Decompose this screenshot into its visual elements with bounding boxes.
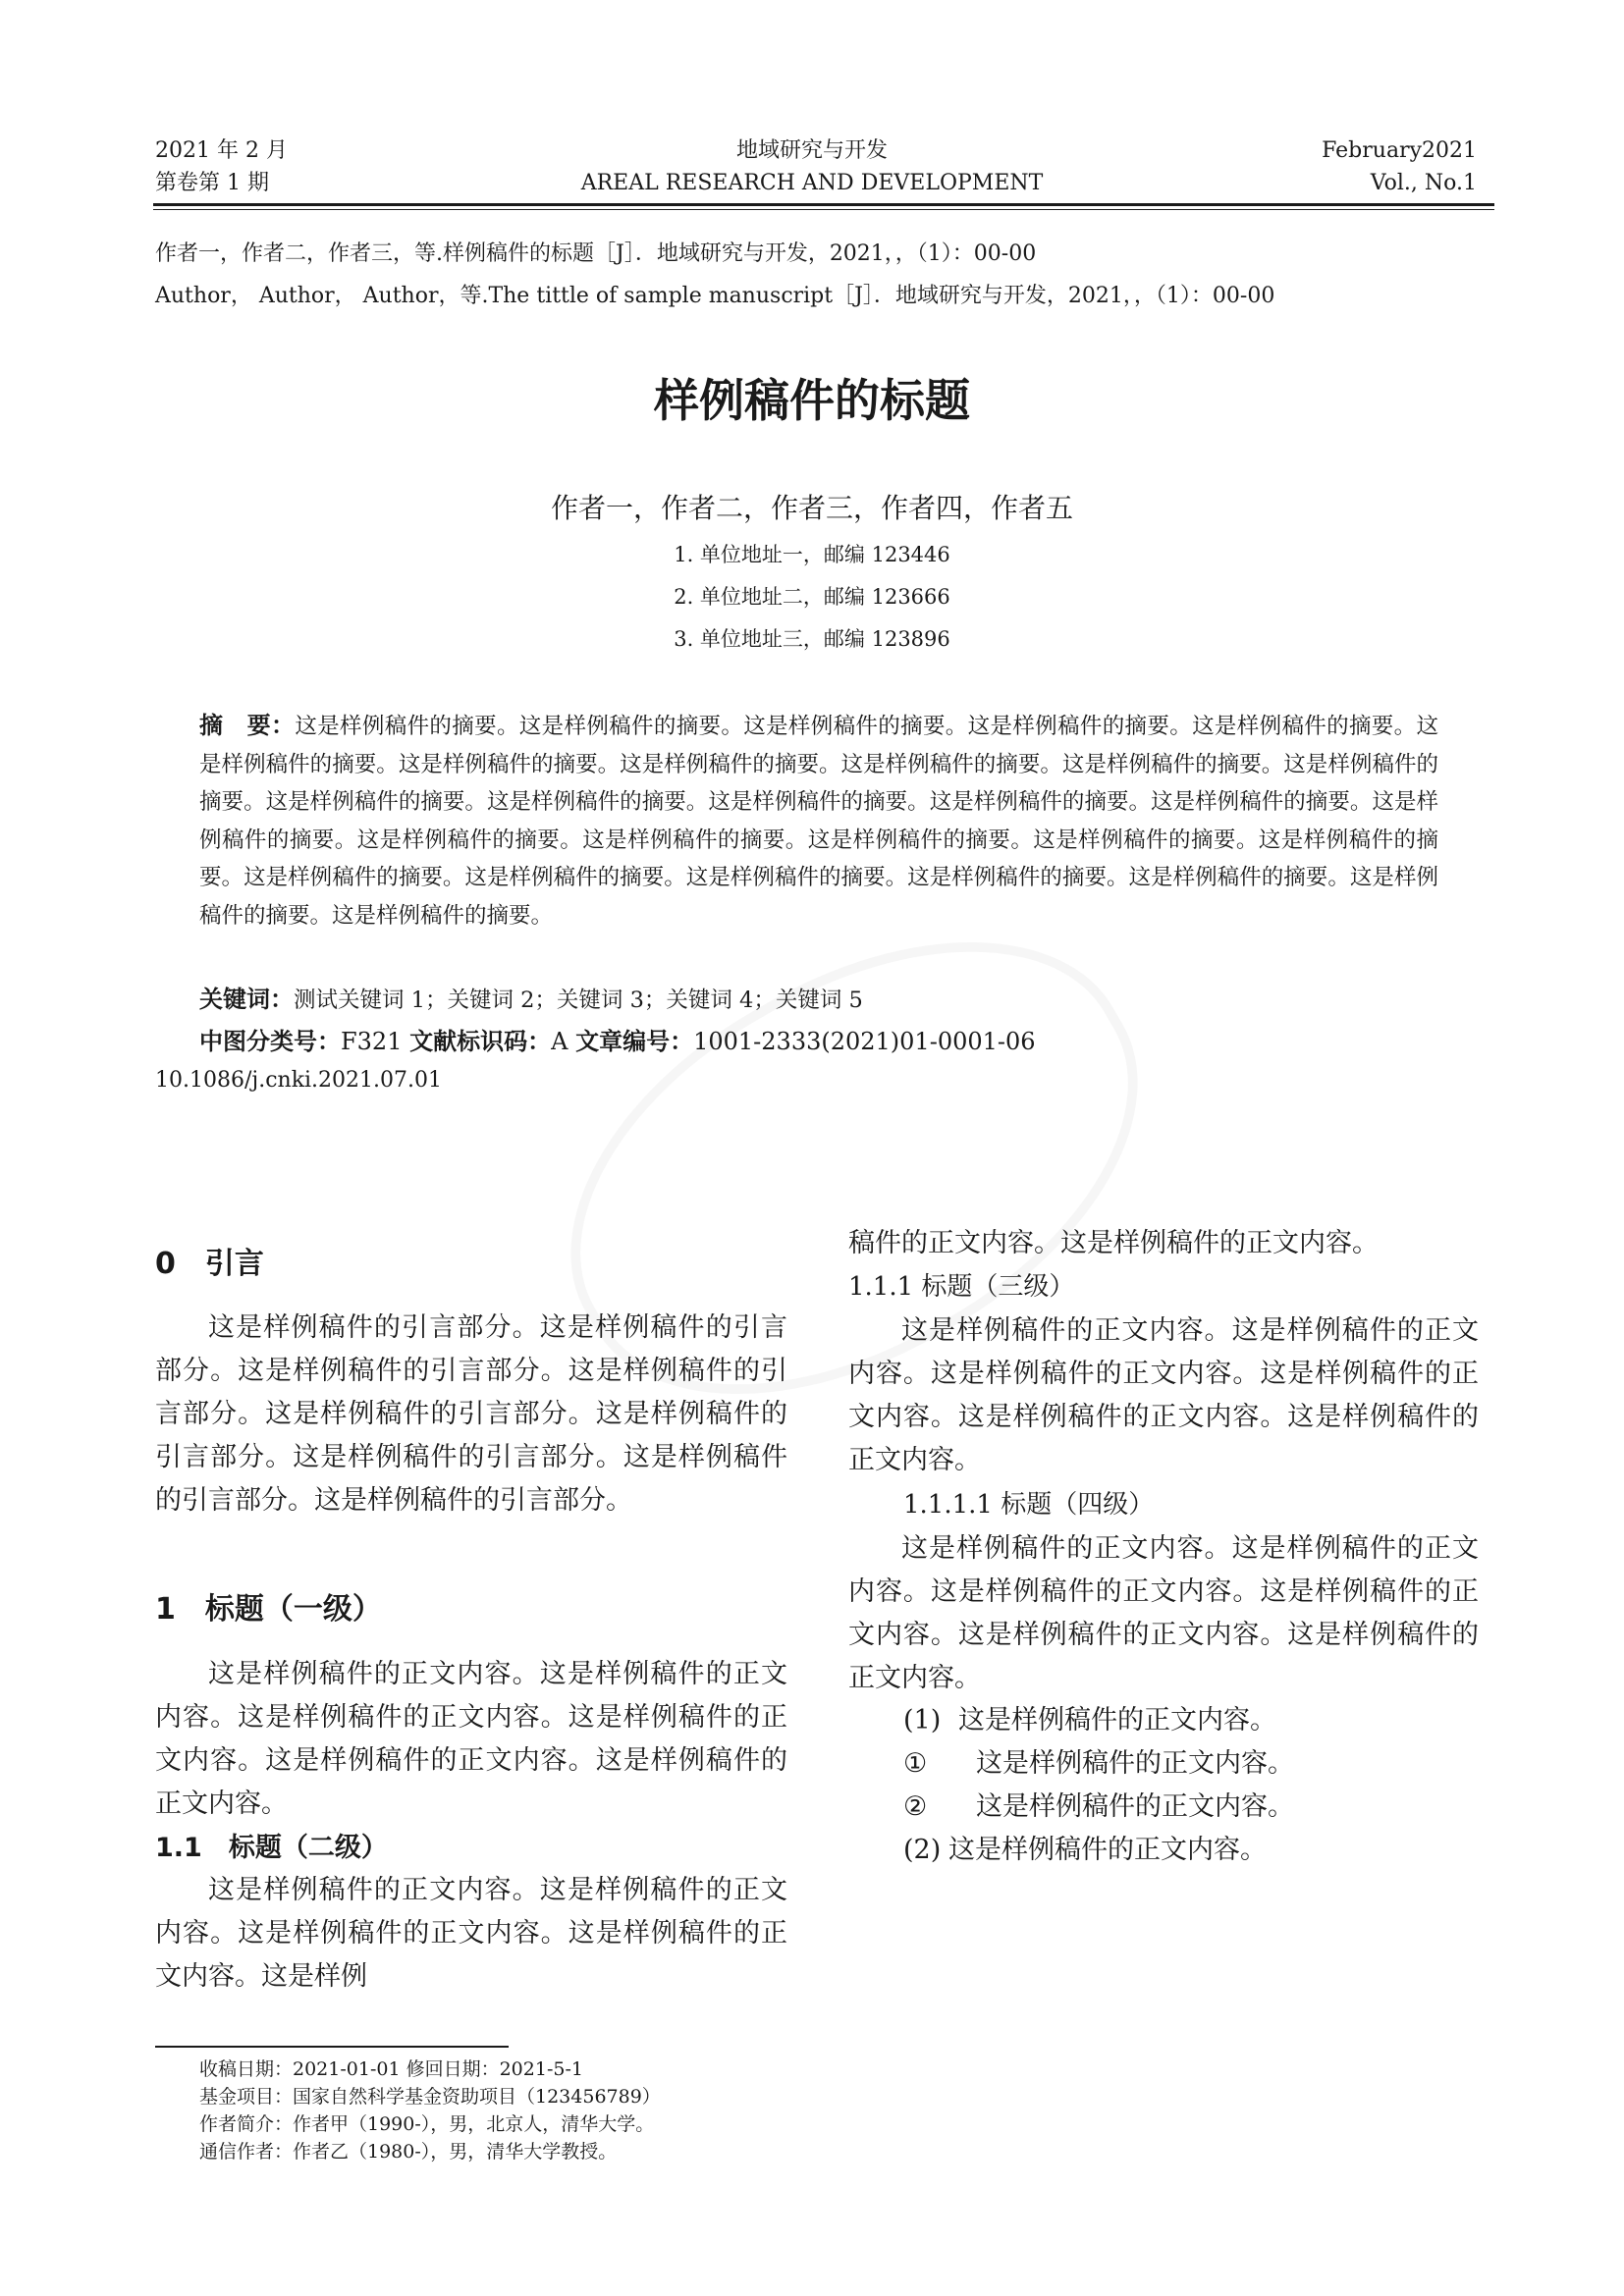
author-list: 作者一，作者二，作者三，作者四，作者五 bbox=[550, 492, 1073, 524]
doi: 10.1086/j.cnki.2021.07.01 bbox=[155, 1068, 443, 1093]
footnote-received-date: 收稿日期：2021-01-01 修回日期：2021-5-1 bbox=[199, 2058, 583, 2080]
keywords-text: 测试关键词 1；关键词 2；关键词 3；关键词 4；关键词 5 bbox=[294, 988, 863, 1013]
classification-line bbox=[199, 1024, 1036, 1059]
list-marker: ① bbox=[903, 1748, 928, 1779]
list-item bbox=[848, 1829, 1534, 1872]
list-text: 这是样例稿件的正文内容。 bbox=[958, 1705, 1276, 1735]
list-item bbox=[848, 1699, 1534, 1742]
list-text: 这是样例稿件的正文内容。 bbox=[976, 1748, 1294, 1779]
header-rule bbox=[153, 203, 1494, 206]
section-1-1-1-1-heading: 1.1.1.1 标题（四级） bbox=[903, 1490, 1155, 1520]
section-1-1-1-heading: 1.1.1 标题（三级） bbox=[848, 1272, 1075, 1302]
section-1-1-1-1-paragraph: 这是样例稿件的正文内容。这是样例稿件的正文内容。这是样例稿件的正文内容。这是样例稿件的正文内容。这是样例稿件的正文内容。这是样例稿件的正文内容。 bbox=[848, 1533, 1479, 1693]
article-number-label: 文章编号： bbox=[575, 1028, 694, 1055]
footnote-fund: 基金项目：国家自然科学基金资助项目（123456789） bbox=[199, 2086, 661, 2108]
list-marker: (2) bbox=[903, 1835, 942, 1865]
citation-en: Author， Author， Author，等.The tittle of sample manuscript［J］．地域研究与开发，2021，，（1）：00-00 bbox=[155, 284, 1275, 308]
section-1-1-heading: 1.1 标题（二级） bbox=[155, 1833, 388, 1863]
header-date-en: February2021 bbox=[1322, 138, 1477, 163]
list-text: 这是样例稿件的正文内容。 bbox=[976, 1791, 1294, 1822]
affiliation-2: 2. 单位地址二，邮编 123666 bbox=[674, 585, 950, 609]
article-number-value: 1001-2333(2021)01-0001-06 bbox=[693, 1028, 1036, 1055]
list-text: 这是样例稿件的正文内容。 bbox=[948, 1835, 1267, 1865]
list-item bbox=[848, 1786, 1534, 1829]
section-0-heading: 0 引言 bbox=[155, 1247, 264, 1281]
header-volume: 第卷第 1 期 bbox=[155, 171, 269, 195]
abstract bbox=[199, 707, 1438, 935]
list-marker: (1) bbox=[903, 1705, 942, 1735]
paper-title: 样例稿件的标题 bbox=[654, 374, 970, 427]
section-1-paragraph: 这是样例稿件的正文内容。这是样例稿件的正文内容。这是样例稿件的正文内容。这是样例稿件的正文内容。这是样例稿件的正文内容。这是样例稿件的正文内容。 bbox=[155, 1659, 787, 1819]
section-1-1-paragraph-continued: 稿件的正文内容。这是样例稿件的正文内容。 bbox=[848, 1228, 1379, 1258]
footnote-corresponding-author: 通信作者：作者乙（1980-），男，清华大学教授。 bbox=[199, 2141, 618, 2163]
abstract-label: 摘 要： bbox=[199, 712, 296, 739]
doc-code-value: A bbox=[551, 1028, 568, 1055]
header-volume-en: Vol., No.1 bbox=[1370, 171, 1477, 195]
header-date: 2021 年 2 月 bbox=[155, 138, 288, 163]
section-1-heading: 1 标题（一级） bbox=[155, 1592, 382, 1627]
section-1-1-1-paragraph: 这是样例稿件的正文内容。这是样例稿件的正文内容。这是样例稿件的正文内容。这是样例稿件的正文内容。这是样例稿件的正文内容。这是样例稿件的正文内容。 bbox=[848, 1315, 1479, 1475]
list-marker: ② bbox=[903, 1791, 928, 1822]
clc-label: 中图分类号： bbox=[199, 1028, 341, 1055]
affiliation-3: 3. 单位地址三，邮编 123896 bbox=[674, 627, 950, 651]
citation-cn: 作者一，作者二，作者三，等.样例稿件的标题［J］．地域研究与开发，2021，，（1）：00-00 bbox=[155, 241, 1037, 266]
clc-value: F321 bbox=[341, 1028, 403, 1055]
header-journal-en: AREAL RESEARCH AND DEVELOPMENT bbox=[580, 171, 1044, 195]
header-rule-thin bbox=[153, 209, 1494, 210]
section-0-paragraph: 这是样例稿件的引言部分。这是样例稿件的引言部分。这是样例稿件的引言部分。这是样例稿件的引言部分。这是样例稿件的引言部分。这是样例稿件的引言部分。这是样例稿件的引言部分。这是样例稿件的引言部分。这是样例稿件的引言部分。 bbox=[155, 1312, 787, 1516]
doc-code-label: 文献标识码： bbox=[409, 1028, 552, 1055]
affiliation-1: 1. 单位地址一，邮编 123446 bbox=[674, 543, 950, 566]
header-issue-info-en bbox=[1322, 134, 1477, 199]
footnote-author-bio: 作者简介：作者甲（1990-），男，北京人，清华大学。 bbox=[199, 2113, 655, 2135]
list-item bbox=[848, 1742, 1534, 1786]
footnote-rule bbox=[155, 2046, 509, 2048]
header-journal-cn: 地域研究与开发 bbox=[735, 138, 888, 163]
keywords-label: 关键词： bbox=[199, 986, 294, 1013]
abstract-text: 这是样例稿件的摘要。这是样例稿件的摘要。这是样例稿件的摘要。这是样例稿件的摘要。这是样例稿件的摘要。这是样例稿件的摘要。这是样例稿件的摘要。这是样例稿件的摘要。这是样例稿件的摘要。这是样例稿件的摘要。这是样例稿件的摘要。这是样例稿件的摘要。这是样例稿件的摘要。这是样例稿件的摘要。这是样例稿件的摘要。这是样例稿件的摘要。这是样例稿件的摘要。这是样例稿件的摘要。这是样例稿件的摘要。这是样例稿件的摘要。这是样例稿件的摘要。这是样例稿件的摘要。这是样例稿件的摘要。这是样例稿件的摘要。这是样例稿件的摘要。这是样例稿件的摘要。这是样例稿件的摘要。这是样例稿件的摘要。这是样例稿件的摘要。 bbox=[199, 714, 1438, 929]
keywords bbox=[199, 982, 863, 1018]
section-1-1-paragraph: 这是样例稿件的正文内容。这是样例稿件的正文内容。这是样例稿件的正文内容。这是样例稿件的正文内容。这是样例 bbox=[155, 1875, 787, 1992]
